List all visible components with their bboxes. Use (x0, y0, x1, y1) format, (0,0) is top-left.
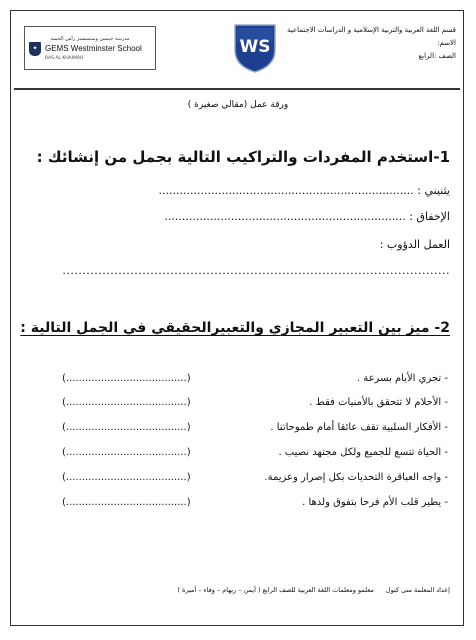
q2-item-text: - تجري الأيام بسرعة . (356, 373, 448, 384)
q1-item (164, 210, 450, 223)
q2-item-text: - الأحلام لا تتحقق بالأمنيات فقط . (309, 397, 448, 408)
worksheet-title: ورقة عمل (مقالي صغيرة ) (187, 100, 289, 110)
q2-item-text: - الحياة تتسع للجميع ولكل مجتهد نصيب . (278, 447, 448, 458)
q2-item-blank[interactable]: (......................................) (62, 472, 191, 483)
q2-item-text: - الأفكار السلبية تقف عائقا أمام طموحاتنا . (270, 422, 448, 433)
footer (167, 586, 450, 594)
school-crest-icon: ✦ (29, 42, 41, 56)
q1-item-blank[interactable]: ................................................................................................. (62, 264, 450, 277)
school-name: GEMS Westminster School (45, 44, 142, 53)
q2-item-blank[interactable]: (......................................) (62, 422, 191, 433)
q1-item-blank[interactable]: ......................................................................... (158, 184, 414, 197)
question-2-title: 2- ميز بين التعبير المجازي والتعبيرالحقيقي في الجمل التالية : (20, 320, 450, 336)
q1-item (159, 184, 450, 197)
q1-item (62, 264, 450, 277)
q2-item-text: - يطير قلب الأم فرحا بتفوق ولدها . (302, 497, 448, 508)
q2-item-blank[interactable]: (......................................) (62, 447, 191, 458)
school-logo (24, 26, 156, 70)
q2-item-blank[interactable]: (......................................) (62, 497, 191, 508)
question-1-title: 1-استخدم المفردات والتراكيب التالية بجمل من إنشائك : (36, 148, 450, 166)
name-label: الاسم: (437, 39, 456, 47)
footer-prepared-by: إعداد المعلمة منى كبول (385, 586, 450, 594)
q2-item-blank[interactable]: (......................................) (62, 373, 191, 384)
ws-shield-logo (232, 22, 278, 74)
ws-logo-text: WS (239, 37, 271, 57)
footer-teachers: معلمو ومعلمات اللغة العربية للصف الرابع ( أيمن – ريهام – وفاء – أميرة ) (177, 586, 374, 594)
q2-item-blank[interactable]: (......................................) (62, 397, 191, 408)
q1-item-blank[interactable]: ..................................................................... (164, 210, 406, 223)
q1-item (380, 238, 450, 251)
grade-label: الصف :الرابع (418, 52, 456, 60)
school-arabic-name: مدرسة جيمس وستمنستر رأس الخيمة (50, 35, 130, 42)
q1-item-label: يثنيني : (417, 184, 450, 197)
q2-item-text: - واجه العباقرة التحديات بكل إصرار وعزيمة. (264, 472, 448, 483)
school-city: RAS AL KHAIMAH (45, 55, 84, 61)
q1-item-label: العمل الدؤوب : (379, 238, 450, 251)
q1-item-label: الإخفاق : (409, 210, 450, 223)
header-info (276, 24, 456, 63)
department-name: قسم اللغة العربية والتربية الإسلامية و الدراسات الاجتماعية (287, 26, 456, 34)
